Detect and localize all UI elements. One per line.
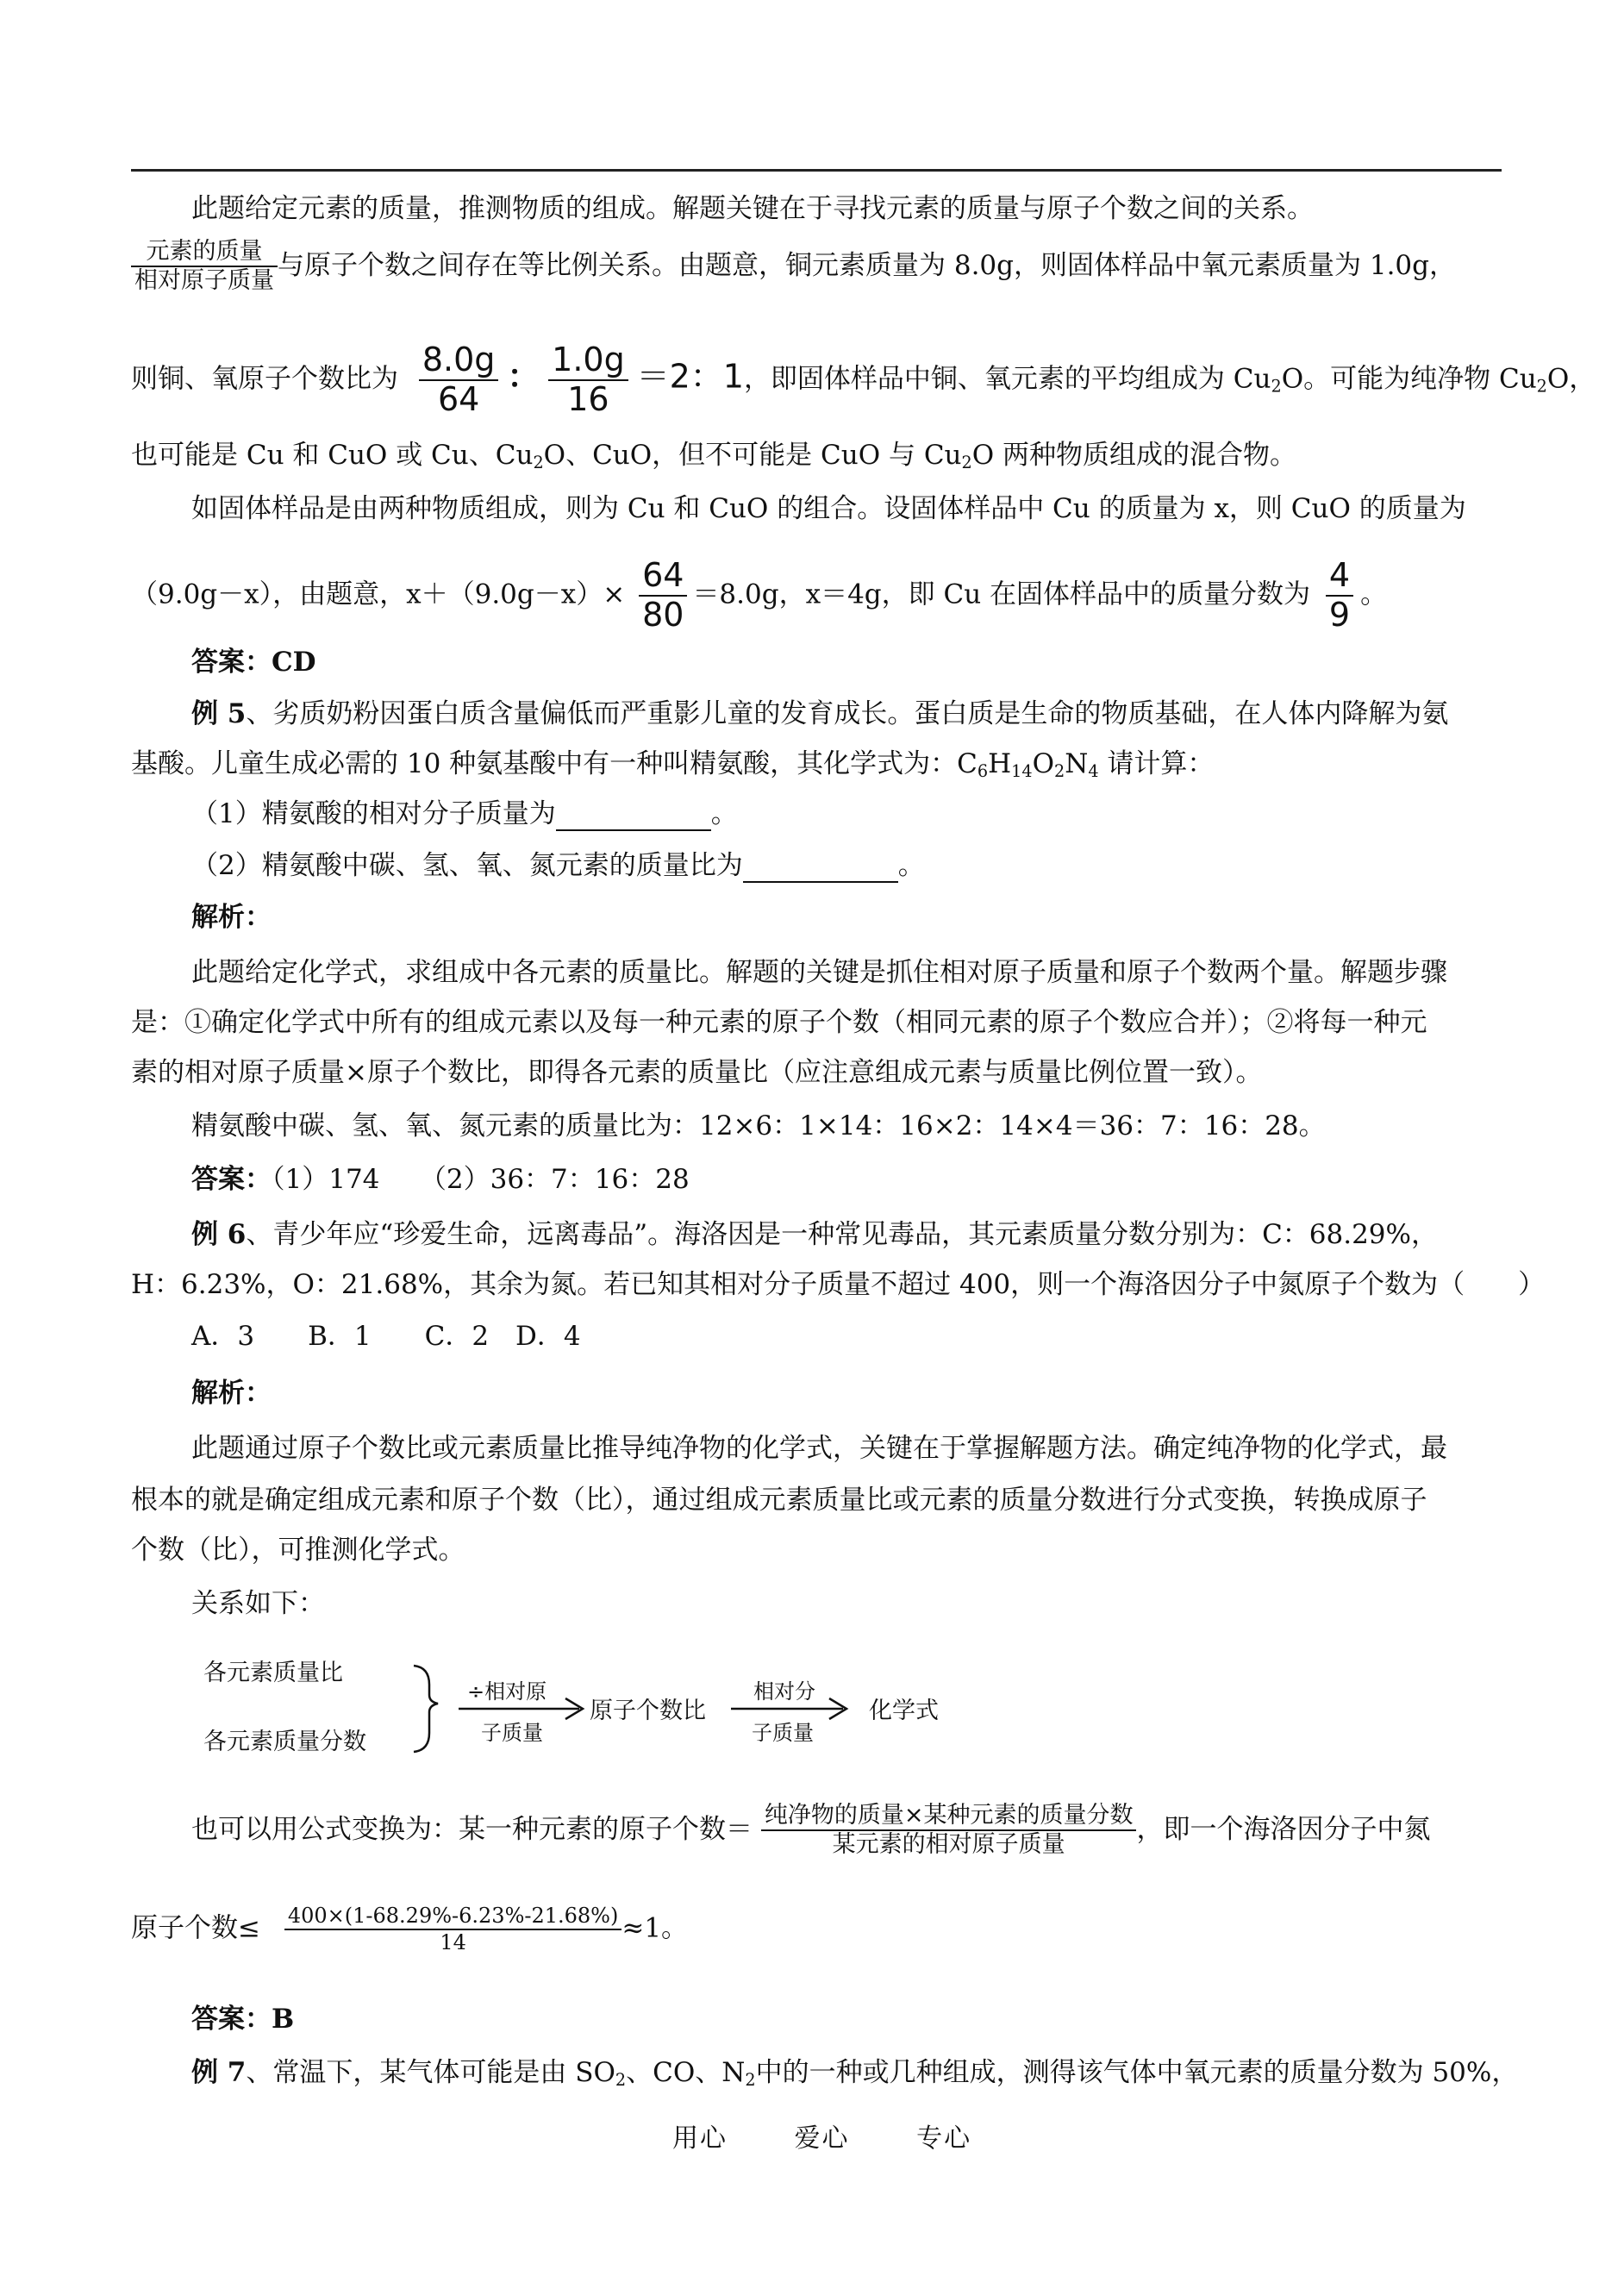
footer-text: 用心 bbox=[672, 2123, 728, 2154]
para-line: 根本的就是确定组成元素和原子个数（比），通过组成元素质量比或元素的质量分数进行分式变换，转换成原子 bbox=[131, 1485, 1427, 1516]
fraction: $\frac{64}{80}$ bbox=[639, 559, 687, 633]
para-line: 如固体样品是由两种物质组成，则为 Cu 和 CuO 的组合。设固体样品中 Cu 的质量为 x，则 CuO 的质量为 bbox=[191, 493, 1466, 524]
para-line: 个数（比），可推测化学式。 bbox=[131, 1535, 465, 1566]
para-line: 基酸。儿童生成必需的 10 种氨基酸中有一种叫精氨酸，其化学式为：$C_6H_{14}O_2N_4$ 请计算： bbox=[131, 748, 1215, 781]
fraction: $\frac{4}{9}$ bbox=[1326, 559, 1353, 633]
section-label: 解析： bbox=[191, 1378, 272, 1409]
footer-text: 爱心 bbox=[794, 2123, 850, 2154]
relation-diagram bbox=[203, 1647, 945, 1759]
arrow-label: ÷相对原 bbox=[467, 1679, 547, 1704]
diagram-middle: 原子个数比 bbox=[590, 1698, 706, 1724]
answer: 答案：CD bbox=[191, 647, 316, 678]
para-line: （9.0g－x），由题意，x＋（9.0g－x）× $\frac{64}{80}$ ＝8.0g，x＝4g，即 Cu 在固体样品中的质量分数为 $\frac{4}{9}$ 。 bbox=[131, 556, 1388, 634]
para-line: 精氨酸中碳、氢、氧、氮元素的质量比为：12×6：1×14：16×2：14×4＝36：7：16：28。 bbox=[191, 1110, 1326, 1141]
diagram-lines bbox=[203, 1647, 945, 1759]
para-line: H：6.23%，O：21.68%，其余为氮。若已知其相对分子质量不超过 400，则一个海洛因分子中氮原子个数为（ ） bbox=[131, 1269, 1546, 1300]
options: A．3 B．1 C．2 D．4 bbox=[191, 1321, 581, 1352]
para-line: 也可能是 Cu 和 CuO 或 Cu、$Cu_2O$、CuO，但不可能是 CuO 与 $Cu_2O$ 两种物质组成的混合物。 bbox=[131, 440, 1297, 472]
para-line: 例 7、常温下，某气体可能是由 $SO_2$、CO、$N_2$中的一种或几种组成，测得该气体中氧元素的质量分数为 50%， bbox=[191, 2057, 1519, 2090]
answer-blank[interactable] bbox=[743, 855, 898, 883]
fraction: $\frac{400\times(1-68.29\%-6.23\%-21.68\%)}{14}$ bbox=[284, 1905, 622, 1954]
formula-line: 也可以用公式变换为：某一种元素的原子个数＝ $\frac{\text{纯净物的质量×某种元素的质量分数}}{\text{某元素的相对原子质量}}$ ，即一个海洛因分子中氮 bbox=[191, 1802, 1431, 1859]
fraction: $\frac{8.0g}{64}$ bbox=[419, 343, 499, 417]
section-label: 解析： bbox=[191, 902, 272, 933]
arrow-label: 子质量 bbox=[481, 1721, 543, 1745]
para-line: 此题通过原子个数比或元素质量比推导纯净物的化学式，关键在于掌握解题方法。确定纯净物的化学式，最 bbox=[191, 1433, 1447, 1464]
diagram-output: 化学式 bbox=[869, 1698, 939, 1724]
arrow-label: 子质量 bbox=[752, 1721, 814, 1745]
footer-text: 专心 bbox=[916, 2123, 972, 2154]
page-footer bbox=[672, 2117, 1028, 2154]
header-rule bbox=[131, 169, 1502, 172]
answer: 答案：B bbox=[191, 2004, 295, 2035]
para-line: 例 6、青少年应“珍爱生命，远离毒品”。海洛因是一种常见毒品，其元素质量分数分别为：C：68.29%， bbox=[191, 1219, 1438, 1250]
diagram-input: 各元素质量比 bbox=[203, 1660, 343, 1686]
answer-blank[interactable] bbox=[556, 804, 711, 831]
fraction: $\frac{\text{纯净物的质量×某种元素的质量分数}}{\text{某元素的相对原子质量}}$ bbox=[761, 1804, 1137, 1858]
fraction: $\frac{\text{元素的质量}}{\text{相对原子质量}}$ bbox=[131, 240, 278, 294]
diagram-input: 各元素质量分数 bbox=[203, 1729, 366, 1755]
para-line: $\frac{\text{元素的质量}}{\text{相对原子质量}}$ 与原子个数之间存在等比例关系。由题意，铜元素质量为 8.0g，则固体样品中氧元素质量为 1.0g， bbox=[131, 240, 1456, 294]
para-line: 此题给定化学式，求组成中各元素的质量比。解题的关键是抓住相对原子质量和原子个数两个量。解题步骤 bbox=[191, 957, 1447, 988]
fraction: $\frac{1.0g}{16}$ bbox=[548, 343, 628, 417]
question: （1）精氨酸的相对分子质量为 。 bbox=[191, 798, 738, 829]
arrow-label: 相对分 bbox=[753, 1679, 815, 1704]
para-line: 素的相对原子质量×原子个数比，即得各元素的质量比（应注意组成元素与质量比例位置一致）。 bbox=[131, 1057, 1263, 1088]
para-line: 则铜、氧原子个数比为 $\frac{8.0g}{64}$ ： $\frac{1.0g}{16}$ ＝2：1，即固体样品中铜、氧元素的平均组成为 $Cu_2O$。可能为纯净物 $Cu_2O$， bbox=[131, 341, 1596, 418]
answer: 答案：（1）174 （2）36：7：16：28 bbox=[191, 1164, 690, 1195]
para-line: 此题给定元素的质量，推测物质的组成。解题关键在于寻找元素的质量与原子个数之间的关系。 bbox=[191, 193, 1314, 224]
para-line: 是：①确定化学式中所有的组成元素以及每一种元素的原子个数（相同元素的原子个数应合并）；②将每一种元 bbox=[131, 1007, 1427, 1038]
formula-line: 原子个数≤ $\frac{400\times(1-68.29\%-6.23\%-21.68\%)}{14}$ ≈1。 bbox=[131, 1904, 689, 1955]
question: （2）精氨酸中碳、氢、氧、氮元素的质量比为 。 bbox=[191, 850, 925, 881]
para-line: 关系如下： bbox=[191, 1588, 325, 1619]
para-line: 例 5、劣质奶粉因蛋白质含量偏低而严重影儿童的发育成长。蛋白质是生命的物质基础，在人体内降解为氨 bbox=[191, 698, 1449, 729]
